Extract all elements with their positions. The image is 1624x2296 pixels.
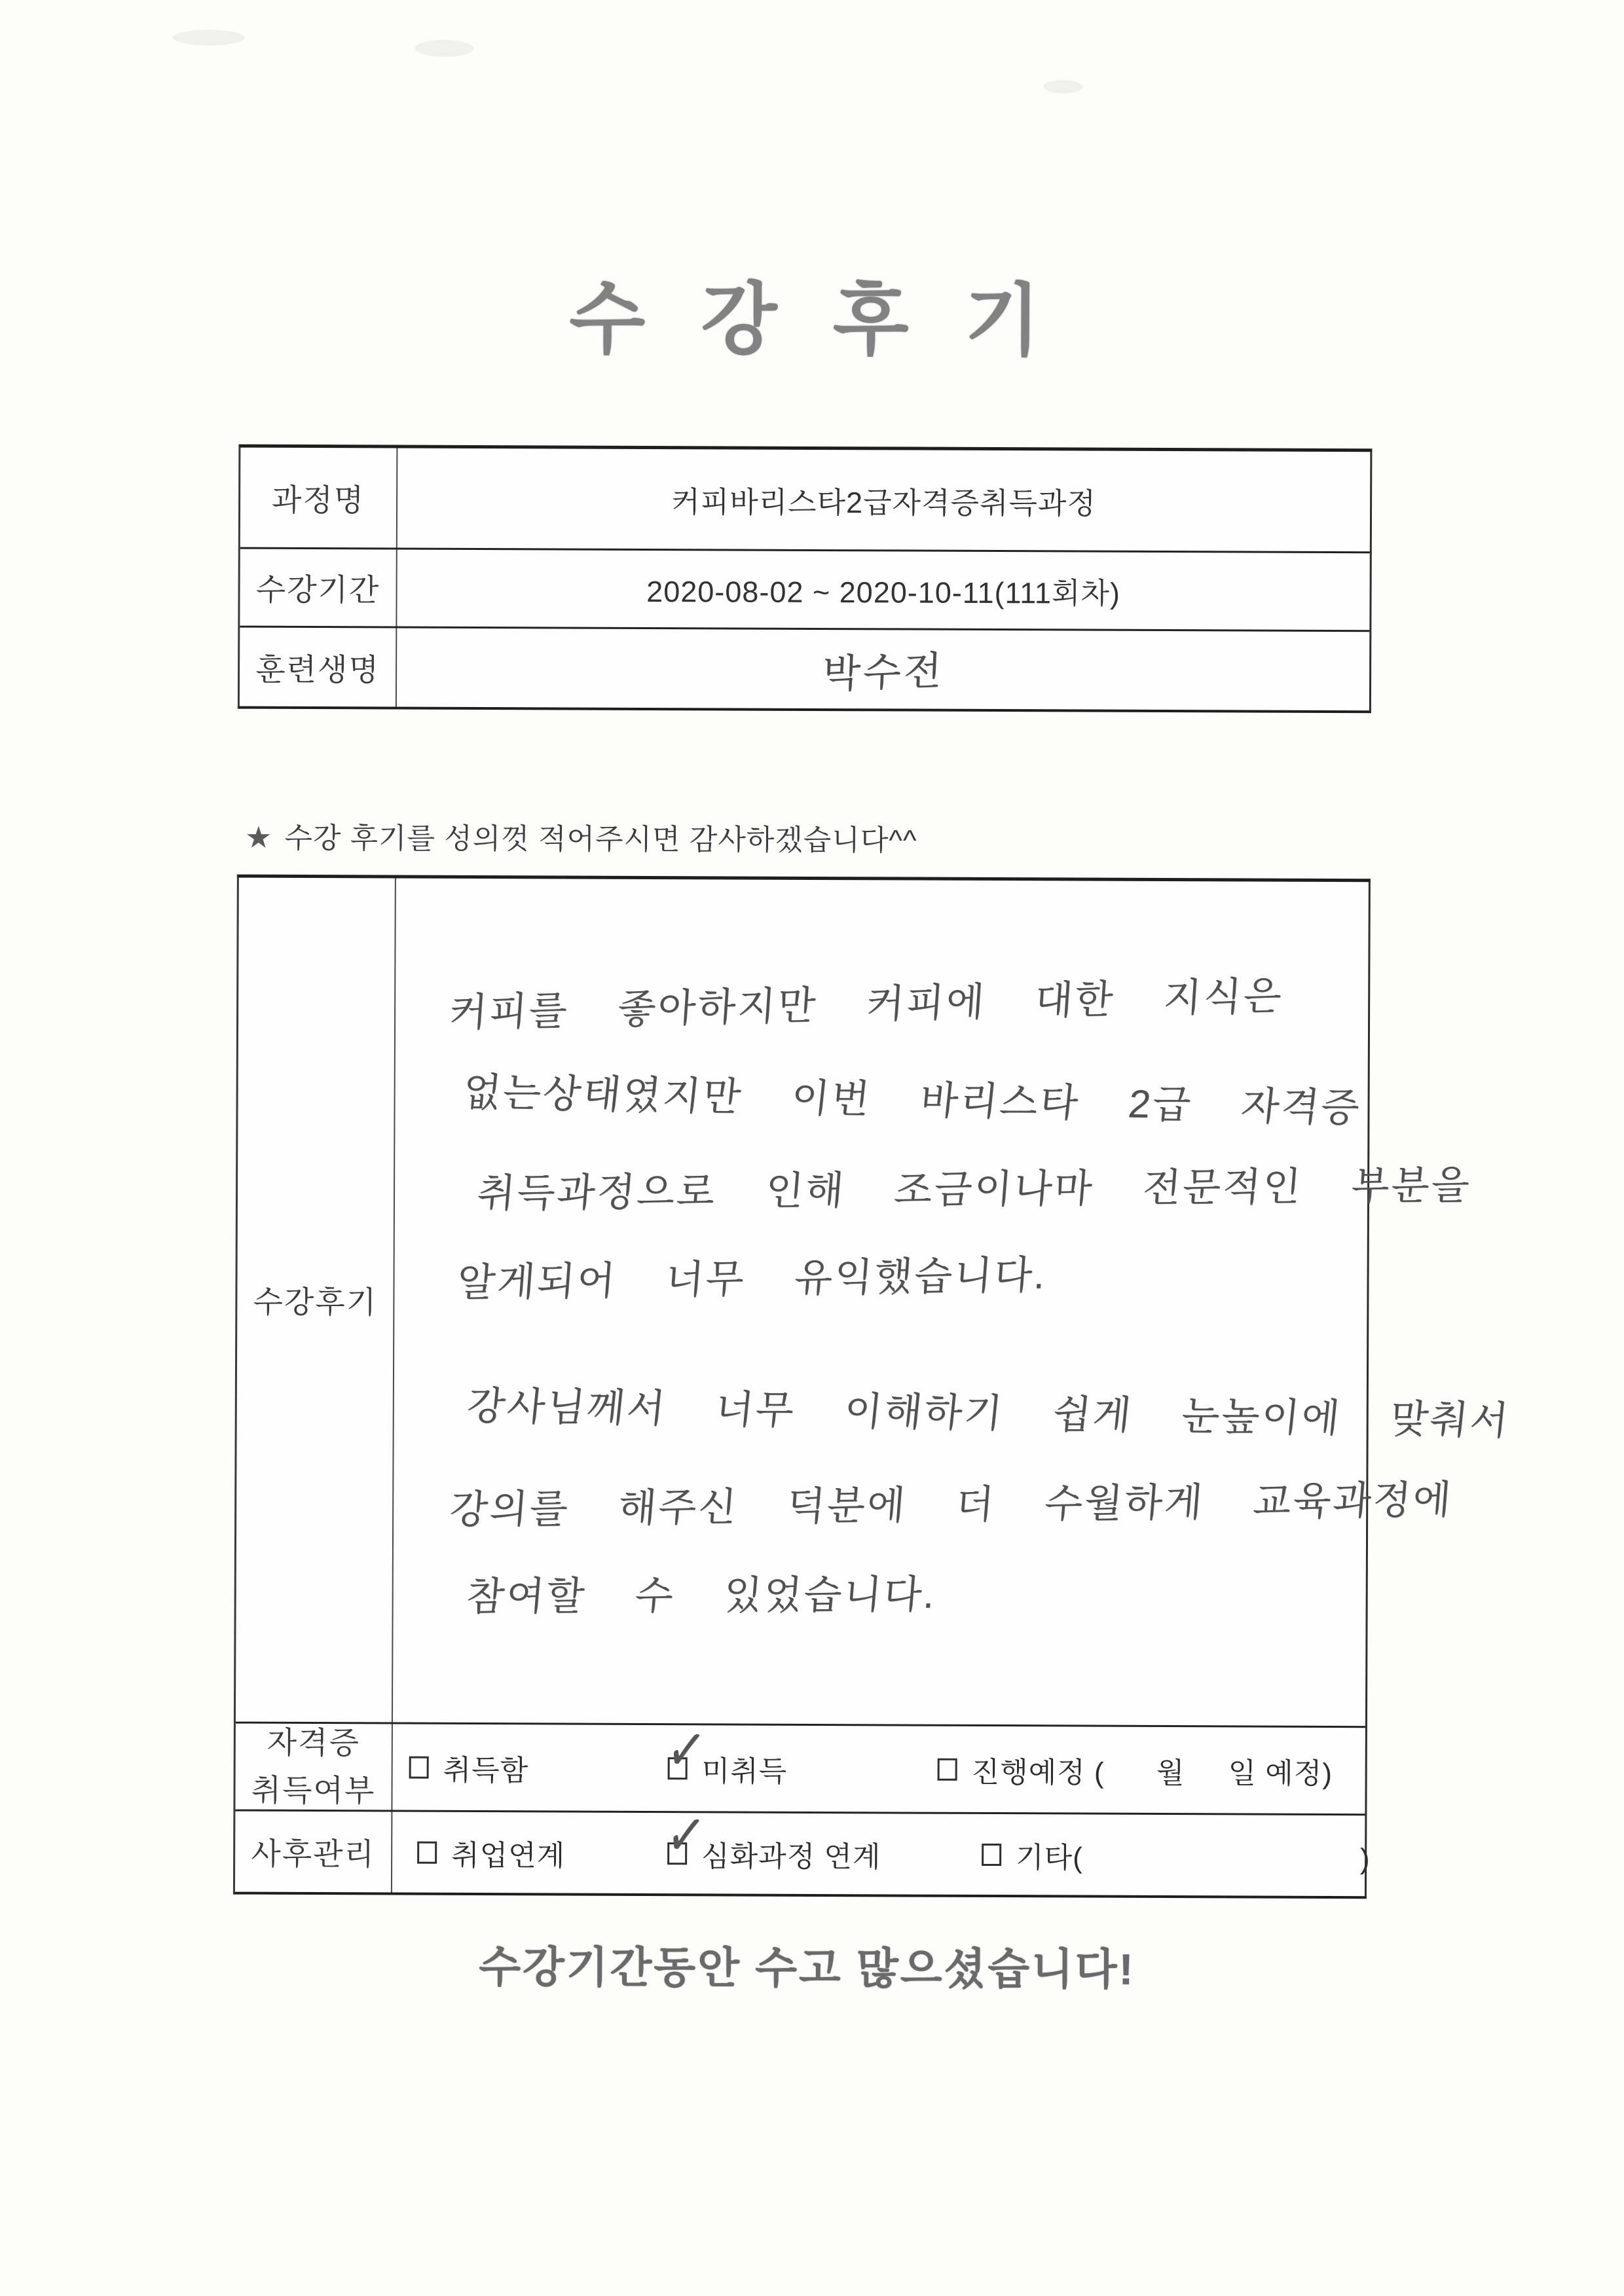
scan-artifact — [173, 29, 245, 45]
handwritten-trainee-name: 박수전 — [821, 648, 945, 697]
cert-status-label-line1: 자격증 — [267, 1724, 361, 1760]
course-name-row — [240, 448, 1371, 554]
checkbox-icon — [409, 1756, 429, 1778]
checkmark-icon: ✓ — [663, 1713, 710, 1787]
followup-label: 사후관리 — [235, 1812, 392, 1893]
course-period-label: 수강기간 — [240, 549, 397, 627]
footer-message: 수강기간동안 수고 많으셨습니다! — [479, 1942, 1135, 1994]
option-label: 취득함 — [443, 1754, 529, 1787]
course-name-label: 과정명 — [240, 448, 398, 548]
option-in-progress — [938, 1748, 1333, 1791]
option-job-link — [417, 1831, 565, 1874]
handwritten-review-line: 강사님께서 너무 이해하기 쉽게 눈높이에 맞춰서 — [464, 1383, 1513, 1443]
course-period-row — [240, 549, 1369, 632]
trainee-name-label: 훈련생명 — [240, 628, 397, 707]
cert-status-label-line2: 취득여부 — [251, 1772, 376, 1808]
review-label: 수강후기 — [236, 878, 396, 1722]
option-acquired — [409, 1746, 529, 1789]
page-title: 수 강 후 기 — [569, 275, 1058, 365]
note-line — [245, 814, 917, 859]
cert-status-options — [392, 1713, 1365, 1814]
scan-artifact — [415, 40, 474, 57]
trainee-name-row — [240, 628, 1369, 711]
handwritten-review-line: 없는상태였지만 이번 바리스타 2급 자격증 — [460, 1070, 1363, 1130]
scan-artifact — [1043, 80, 1082, 93]
option-advanced-course — [662, 1798, 881, 1875]
handwritten-review-line: 강의를 해주신 덕분에 더 수월하게 교육과정에 — [448, 1478, 1455, 1532]
handwritten-review-line: 참여할 수 있었습니다. — [464, 1572, 938, 1619]
checkbox-icon — [417, 1841, 437, 1863]
checkbox-icon — [982, 1843, 1001, 1865]
checkbox-icon — [938, 1758, 957, 1780]
option-label: 심화과정 연계 — [701, 1840, 881, 1873]
trainee-name-value — [397, 629, 1369, 711]
option-label: 미취득 — [701, 1755, 788, 1788]
checkmark-icon: ✓ — [662, 1798, 710, 1872]
handwritten-review-line: 알게되어 너무 유익했습니다. — [455, 1252, 1049, 1305]
review-content-cell — [393, 879, 1513, 1726]
course-period-value: 2020-08-02 ~ 2020-10-11(111회차) — [646, 574, 1120, 610]
star-icon: ★ — [245, 820, 273, 854]
followup-row — [235, 1798, 1371, 1897]
handwritten-review-line: 취득과정으로 인해 조금이나마 전문적인 부분을 — [475, 1163, 1473, 1216]
course-name-value: 커피바리스타2급자격증취득과정 — [671, 484, 1096, 520]
course-info-table — [238, 445, 1373, 714]
review-table — [233, 875, 1513, 1899]
option-label: 진행예정 ( 월 일 예정) — [971, 1756, 1333, 1790]
note-text: 수강 후기를 성의껏 적어주시면 감사하겠습니다^^ — [284, 822, 917, 857]
option-label: 취업연계 — [451, 1839, 566, 1872]
cert-status-label — [235, 1724, 393, 1810]
handwritten-review-line: 커피를 좋아하지만 커피에 대한 지식은 — [447, 974, 1285, 1035]
option-not-acquired — [663, 1713, 788, 1790]
review-row — [236, 878, 1513, 1728]
option-label: 기타( ) — [1016, 1841, 1371, 1875]
cert-status-row — [235, 1713, 1365, 1816]
followup-options — [392, 1798, 1371, 1897]
option-etc — [982, 1833, 1371, 1876]
checkbox-icon — [662, 1798, 710, 1872]
checkbox-icon — [663, 1713, 710, 1787]
